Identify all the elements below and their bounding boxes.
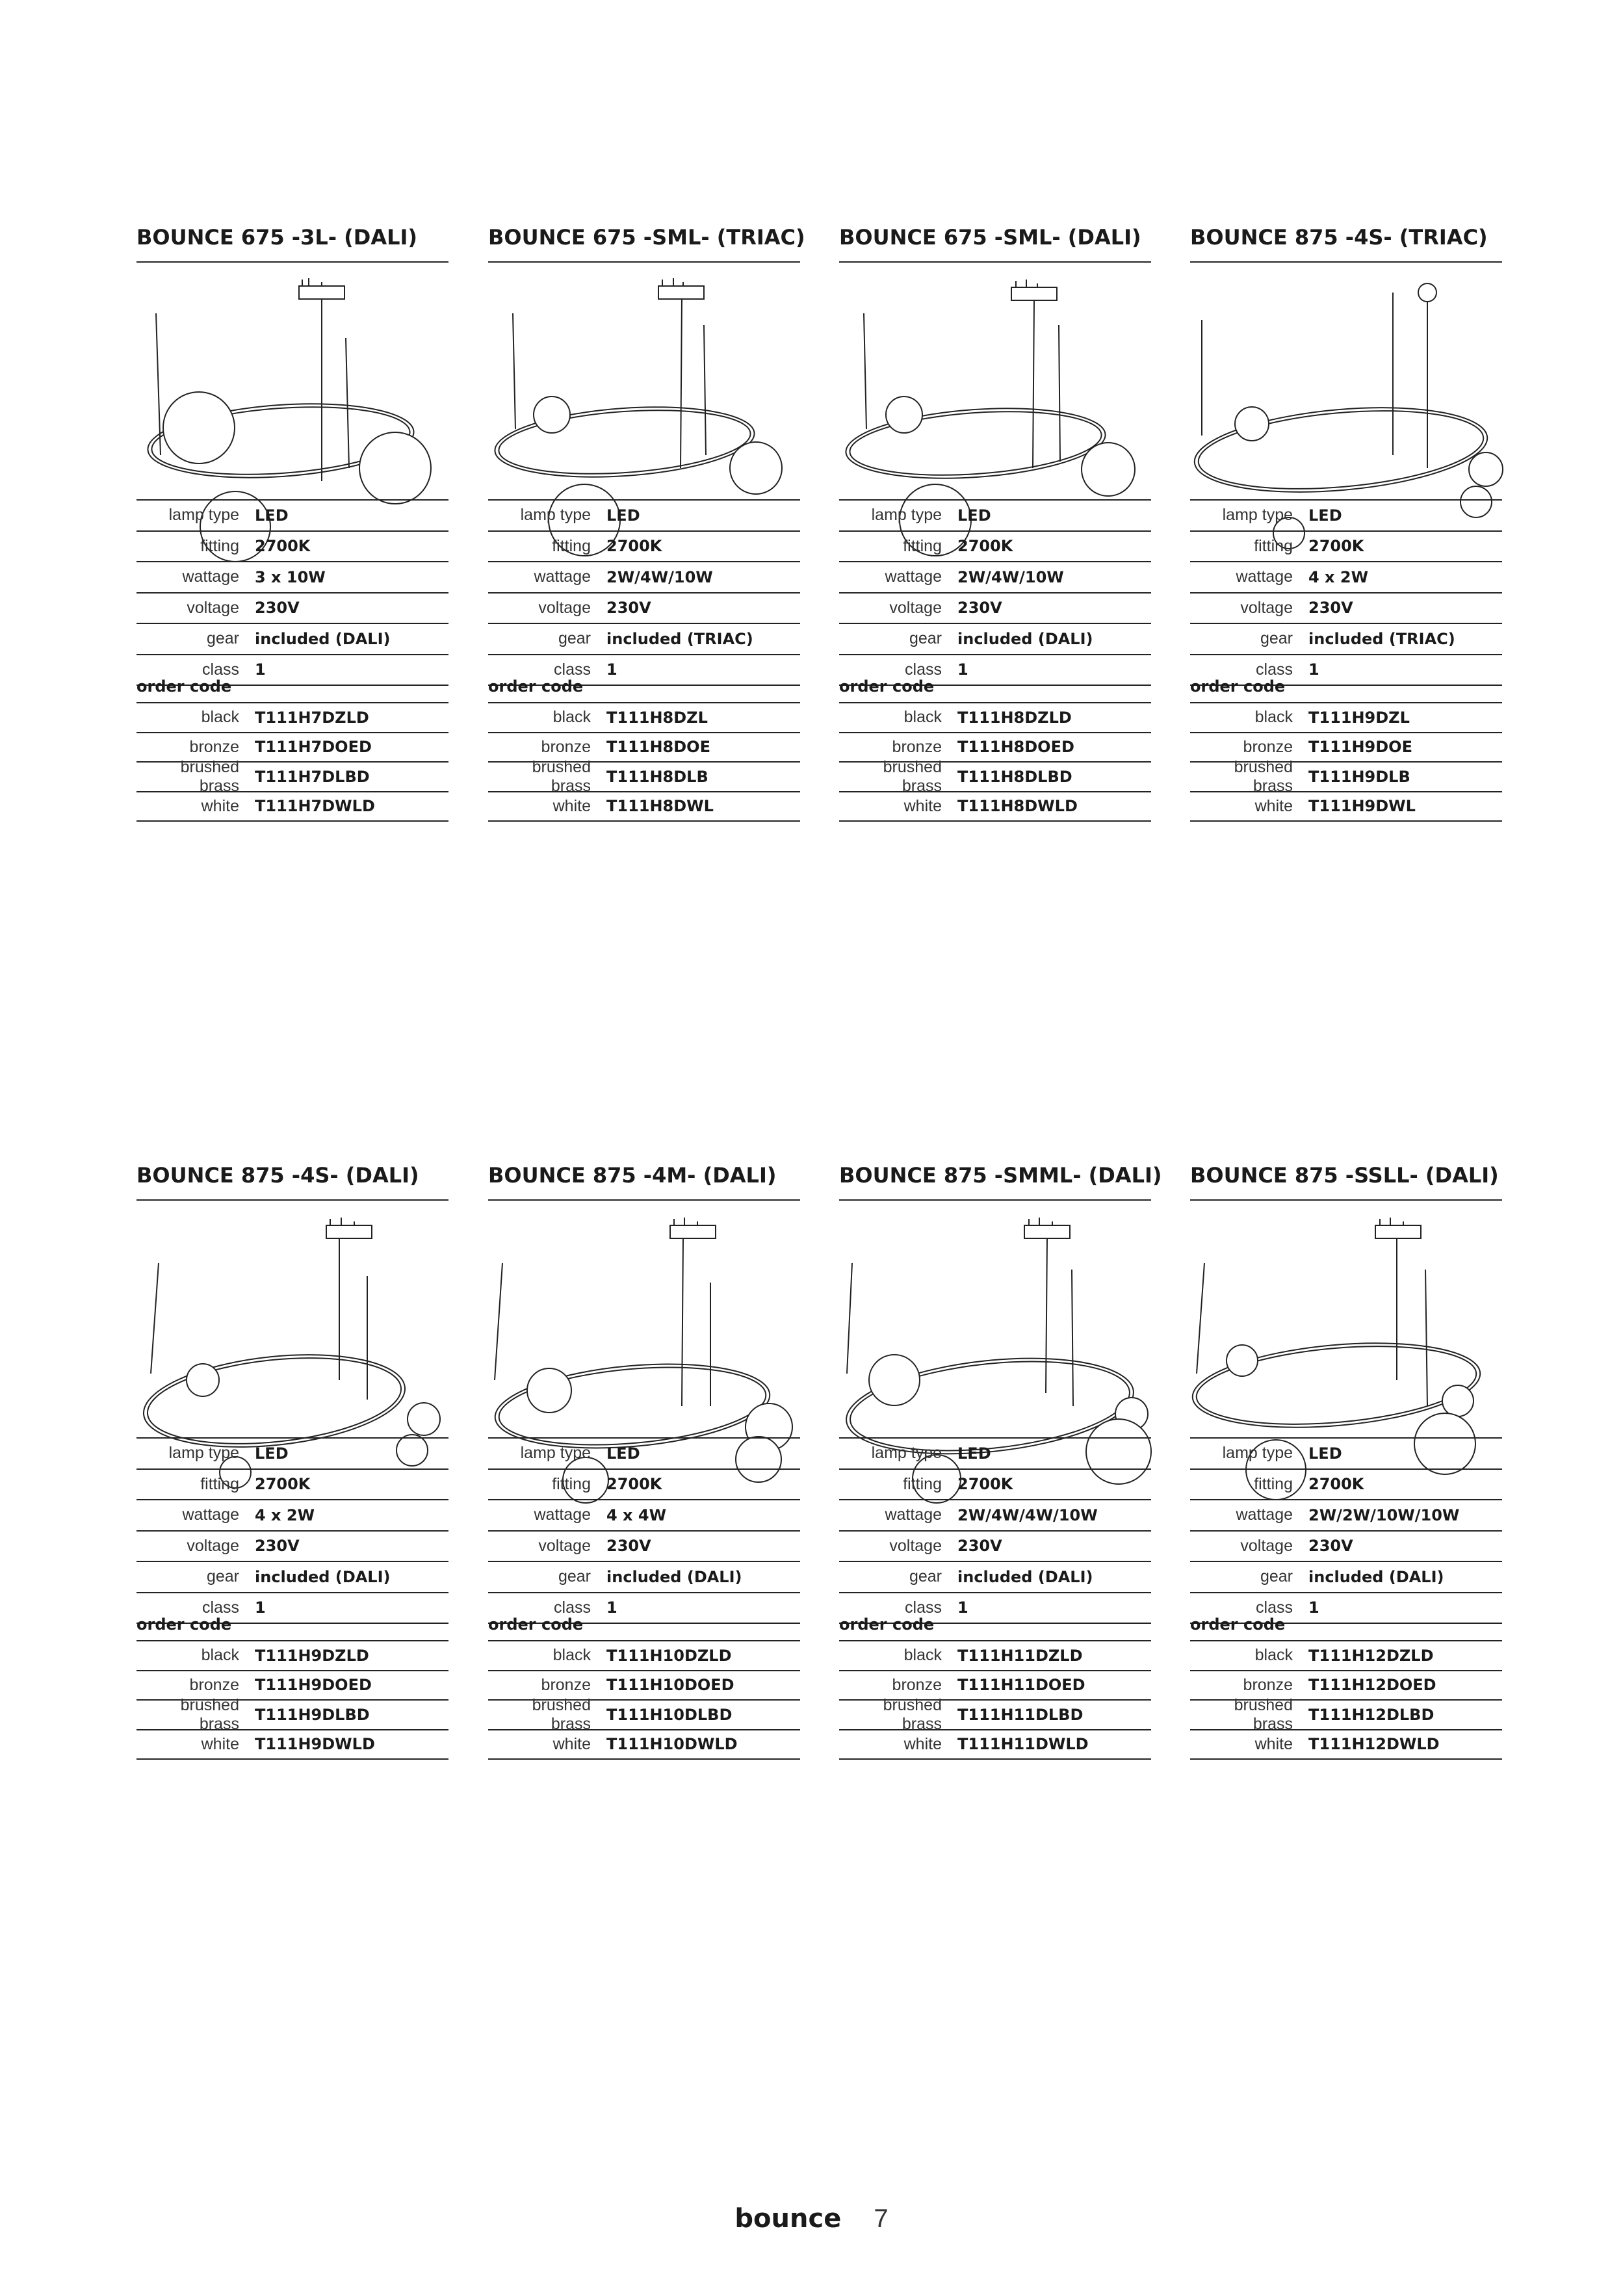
order-code-heading: order code xyxy=(839,1615,935,1634)
spec-row-wattage xyxy=(1190,562,1502,594)
order-row-white xyxy=(488,1730,800,1760)
finish-label: brushed brass xyxy=(883,757,942,795)
finish-label: bronze xyxy=(892,737,942,756)
finish-label: brushed brass xyxy=(883,1695,942,1733)
order-row-black xyxy=(488,1641,800,1671)
spec-label: wattage xyxy=(534,1506,591,1524)
spec-label: wattage xyxy=(182,1506,239,1524)
product-title: BOUNCE 875 -4M- (DALI) xyxy=(488,1159,800,1201)
order-code: T111H8DWLD xyxy=(957,797,1078,816)
spec-value: 2700K xyxy=(957,1475,1013,1494)
spec-label: class xyxy=(554,660,591,679)
spec-value: 1 xyxy=(606,1598,617,1617)
lamp-drawing xyxy=(1190,273,1502,495)
order-code: T111H9DWL xyxy=(1308,797,1416,816)
finish-label: brushed brass xyxy=(1234,1695,1293,1733)
spec-label: voltage xyxy=(187,1536,239,1555)
order-code: T111H7DWLD xyxy=(255,797,375,816)
spec-label: wattage xyxy=(182,567,239,586)
spec-row-gear xyxy=(1190,1562,1502,1593)
order-code: T111H12DOED xyxy=(1308,1676,1436,1695)
order-row-white xyxy=(136,792,448,822)
spec-label: voltage xyxy=(187,598,239,617)
footer-brand: bounce xyxy=(734,2204,842,2234)
spec-value: 2W/4W/10W xyxy=(606,567,713,586)
order-row-brushed-brass xyxy=(488,1695,800,1733)
product-title: BOUNCE 875 -SMML- (DALI) xyxy=(839,1159,1151,1201)
spec-row-fitting xyxy=(488,1470,800,1501)
order-row-brushed-brass xyxy=(1190,757,1502,795)
order-row-brushed-brass xyxy=(1190,1695,1502,1733)
spec-row-lamp-type xyxy=(136,501,448,532)
finish-label: bronze xyxy=(189,1675,239,1694)
spec-row-wattage xyxy=(136,1500,448,1532)
spec-row-wattage xyxy=(1190,1500,1502,1532)
spec-row-lamp-type xyxy=(1190,501,1502,532)
spec-value: 230V xyxy=(255,599,300,618)
order-row-white xyxy=(839,792,1151,822)
spec-label: fitting xyxy=(903,1474,942,1493)
finish-label: black xyxy=(552,708,591,727)
spec-value: included (DALI) xyxy=(957,629,1093,648)
spec-row-wattage xyxy=(839,1500,1151,1532)
spec-label: wattage xyxy=(885,1506,942,1524)
finish-label: black xyxy=(201,1646,239,1665)
spec-value: 3 x 10W xyxy=(255,567,326,586)
spec-row-lamp-type xyxy=(488,1439,800,1470)
order-row-black xyxy=(839,703,1151,733)
spec-value: included (TRIAC) xyxy=(606,629,753,648)
spec-label: fitting xyxy=(552,536,591,555)
order-row-black xyxy=(136,1641,448,1671)
spec-value: included (DALI) xyxy=(255,629,391,648)
product-title: BOUNCE 675 -SML- (TRIAC) xyxy=(488,221,800,263)
order-code-table xyxy=(1190,1640,1502,1760)
finish-label: bronze xyxy=(189,737,239,756)
spec-value: 1 xyxy=(1308,660,1319,679)
spec-row-voltage xyxy=(839,1532,1151,1563)
product-title: BOUNCE 675 -3L- (DALI) xyxy=(136,221,448,263)
finish-label: brushed brass xyxy=(180,1695,239,1733)
finish-label: black xyxy=(201,708,239,727)
spec-row-lamp-type xyxy=(488,501,800,532)
order-code-table xyxy=(136,1640,448,1760)
spec-table xyxy=(488,1437,800,1624)
spec-label: voltage xyxy=(1240,598,1293,617)
spec-label: lamp type xyxy=(520,1444,591,1463)
order-code: T111H9DOED xyxy=(255,1676,372,1695)
page-number: 7 xyxy=(874,2204,889,2233)
spec-value: 1 xyxy=(255,1598,266,1617)
order-row-white xyxy=(488,792,800,822)
spec-label: fitting xyxy=(1254,1474,1293,1493)
order-code: T111H11DLBD xyxy=(957,1705,1084,1724)
spec-label: gear xyxy=(206,629,239,648)
spec-value: 2W/2W/10W/10W xyxy=(1308,1506,1460,1524)
order-code-heading: order code xyxy=(1190,677,1286,696)
order-code: T111H10DWLD xyxy=(606,1735,738,1754)
order-code: T111H8DLBD xyxy=(957,767,1072,786)
product-title: BOUNCE 875 -SSLL- (DALI) xyxy=(1190,1159,1502,1201)
spec-table xyxy=(136,499,448,686)
spec-label: wattage xyxy=(1236,567,1293,586)
spec-label: voltage xyxy=(538,1536,591,1555)
spec-row-voltage xyxy=(839,594,1151,625)
product-card xyxy=(136,1159,448,1754)
spec-table xyxy=(488,499,800,686)
finish-label: brushed brass xyxy=(532,1695,591,1733)
finish-label: brushed brass xyxy=(532,757,591,795)
order-code-table xyxy=(488,1640,800,1760)
finish-label: white xyxy=(903,1734,942,1753)
lamp-illustration xyxy=(839,273,1151,495)
product-title: BOUNCE 875 -4S- (DALI) xyxy=(136,1159,448,1201)
spec-label: lamp type xyxy=(520,506,591,525)
order-code: T111H8DWL xyxy=(606,797,714,816)
finish-label: bronze xyxy=(1243,737,1293,756)
spec-value: 230V xyxy=(606,1537,651,1556)
spec-value: 2700K xyxy=(1308,537,1364,556)
lamp-illustration xyxy=(136,273,448,495)
spec-value: 1 xyxy=(255,660,266,679)
spec-row-fitting xyxy=(488,532,800,563)
spec-label: lamp type xyxy=(168,1444,239,1463)
finish-label: black xyxy=(903,1646,942,1665)
order-row-black xyxy=(839,1641,1151,1671)
spec-label: wattage xyxy=(1236,1506,1293,1524)
product-card xyxy=(839,221,1151,816)
spec-row-lamp-type xyxy=(839,501,1151,532)
spec-row-lamp-type xyxy=(839,1439,1151,1470)
spec-value: LED xyxy=(957,506,991,525)
lamp-illustration xyxy=(488,1211,800,1433)
order-row-black xyxy=(136,703,448,733)
spec-row-voltage xyxy=(136,1532,448,1563)
order-row-white xyxy=(1190,792,1502,822)
spec-value: 1 xyxy=(1308,1598,1319,1617)
spec-label: fitting xyxy=(1254,536,1293,555)
spec-label: gear xyxy=(909,629,942,648)
spec-label: lamp type xyxy=(1222,1444,1293,1463)
order-code: T111H11DOED xyxy=(957,1676,1085,1695)
product-card xyxy=(488,1159,800,1754)
lamp-drawing xyxy=(488,273,800,495)
lamp-illustration xyxy=(1190,273,1502,495)
spec-row-voltage xyxy=(488,1532,800,1563)
spec-value: included (TRIAC) xyxy=(1308,629,1455,648)
lamp-illustration xyxy=(488,273,800,495)
spec-label: lamp type xyxy=(1222,506,1293,525)
product-card xyxy=(488,221,805,816)
product-card xyxy=(839,1159,1162,1754)
spec-value: LED xyxy=(255,1444,289,1463)
finish-label: white xyxy=(552,796,591,815)
spec-row-gear xyxy=(839,624,1151,655)
product-card xyxy=(136,221,448,816)
finish-label: bronze xyxy=(541,737,591,756)
order-code: T111H11DZLD xyxy=(957,1646,1083,1665)
spec-row-gear xyxy=(839,1562,1151,1593)
spec-value: 230V xyxy=(255,1537,300,1556)
spec-row-lamp-type xyxy=(1190,1439,1502,1470)
spec-row-voltage xyxy=(488,594,800,625)
spec-label: lamp type xyxy=(871,506,942,525)
spec-row-gear xyxy=(136,1562,448,1593)
lamp-drawing xyxy=(1190,1211,1502,1433)
finish-label: black xyxy=(552,1646,591,1665)
spec-label: gear xyxy=(206,1567,239,1586)
order-code: T111H10DLBD xyxy=(606,1705,733,1724)
order-code-heading: order code xyxy=(839,677,935,696)
product-card xyxy=(1190,221,1502,816)
spec-row-voltage xyxy=(136,594,448,625)
order-code: T111H11DWLD xyxy=(957,1735,1089,1754)
spec-row-fitting xyxy=(839,1470,1151,1501)
spec-value: 2700K xyxy=(606,537,662,556)
spec-value: 4 x 2W xyxy=(1308,567,1369,586)
finish-label: bronze xyxy=(892,1675,942,1694)
lamp-drawing xyxy=(488,1211,800,1433)
spec-row-lamp-type xyxy=(136,1439,448,1470)
spec-value: 230V xyxy=(606,599,651,618)
spec-value: 230V xyxy=(957,599,1002,618)
spec-row-fitting xyxy=(136,532,448,563)
order-code-table xyxy=(839,1640,1151,1760)
order-code: T111H7DZLD xyxy=(255,708,369,727)
spec-row-gear xyxy=(488,624,800,655)
spec-value: LED xyxy=(606,506,640,525)
product-card xyxy=(1190,1159,1502,1754)
spec-label: lamp type xyxy=(168,506,239,525)
spec-label: gear xyxy=(558,1567,591,1586)
product-title: BOUNCE 675 -SML- (DALI) xyxy=(839,221,1151,263)
order-code-heading: order code xyxy=(488,1615,584,1634)
spec-row-gear xyxy=(488,1562,800,1593)
finish-label: brushed brass xyxy=(1234,757,1293,795)
order-code-table xyxy=(1190,702,1502,822)
spec-value: 2700K xyxy=(606,1475,662,1494)
spec-row-wattage xyxy=(488,562,800,594)
spec-value: 4 x 2W xyxy=(255,1506,315,1524)
order-code: T111H9DLBD xyxy=(255,1705,370,1724)
spec-row-wattage xyxy=(136,562,448,594)
spec-table xyxy=(1190,499,1502,686)
spec-label: voltage xyxy=(538,598,591,617)
order-row-white xyxy=(1190,1730,1502,1760)
finish-label: white xyxy=(201,796,239,815)
spec-label: class xyxy=(554,1598,591,1617)
spec-value: 2700K xyxy=(957,537,1013,556)
spec-value: LED xyxy=(1308,506,1342,525)
spec-label: class xyxy=(905,660,942,679)
spec-label: fitting xyxy=(903,536,942,555)
spec-row-fitting xyxy=(1190,532,1502,563)
spec-value: 230V xyxy=(1308,1537,1353,1556)
order-code: T111H8DLB xyxy=(606,767,708,786)
spec-label: voltage xyxy=(1240,1536,1293,1555)
order-row-brushed-brass xyxy=(488,757,800,795)
order-code: T111H12DLBD xyxy=(1308,1705,1435,1724)
spec-label: gear xyxy=(909,1567,942,1586)
order-code: T111H12DWLD xyxy=(1308,1735,1440,1754)
order-code: T111H9DOE xyxy=(1308,738,1412,757)
order-code: T111H7DLBD xyxy=(255,767,370,786)
lamp-illustration xyxy=(839,1211,1151,1433)
spec-label: gear xyxy=(1260,629,1293,648)
spec-value: 2700K xyxy=(1308,1475,1364,1494)
order-code: T111H10DOED xyxy=(606,1676,734,1695)
spec-value: LED xyxy=(255,506,289,525)
finish-label: black xyxy=(1254,1646,1293,1665)
order-row-black xyxy=(1190,1641,1502,1671)
lamp-illustration xyxy=(136,1211,448,1433)
spec-value: 230V xyxy=(957,1537,1002,1556)
order-code: T111H9DZLD xyxy=(255,1646,369,1665)
finish-label: black xyxy=(1254,708,1293,727)
spec-value: LED xyxy=(957,1444,991,1463)
finish-label: white xyxy=(1254,796,1293,815)
order-row-black xyxy=(1190,703,1502,733)
order-row-brushed-brass xyxy=(839,757,1151,795)
finish-label: white xyxy=(201,1734,239,1753)
order-code: T111H8DZL xyxy=(606,708,708,727)
order-row-white xyxy=(136,1730,448,1760)
spec-label: fitting xyxy=(200,536,239,555)
spec-value: 1 xyxy=(957,1598,968,1617)
spec-value: 2W/4W/10W xyxy=(957,567,1064,586)
spec-label: class xyxy=(202,1598,239,1617)
spec-table xyxy=(1190,1437,1502,1624)
spec-label: class xyxy=(1256,660,1293,679)
order-code-heading: order code xyxy=(136,677,232,696)
spec-row-fitting xyxy=(839,532,1151,563)
finish-label: bronze xyxy=(1243,1675,1293,1694)
order-row-brushed-brass xyxy=(136,1695,448,1733)
lamp-drawing xyxy=(136,1211,448,1433)
page-footer xyxy=(0,2204,1623,2234)
spec-label: voltage xyxy=(889,1536,942,1555)
order-code-table xyxy=(136,702,448,822)
spec-label: wattage xyxy=(534,567,591,586)
spec-label: class xyxy=(1256,1598,1293,1617)
spec-row-voltage xyxy=(1190,1532,1502,1563)
spec-label: voltage xyxy=(889,598,942,617)
spec-value: 1 xyxy=(606,660,617,679)
spec-value: included (DALI) xyxy=(957,1567,1093,1586)
order-code-heading: order code xyxy=(488,677,584,696)
finish-label: white xyxy=(1254,1734,1293,1753)
order-code-heading: order code xyxy=(136,1615,232,1634)
spec-row-wattage xyxy=(839,562,1151,594)
spec-value: 4 x 4W xyxy=(606,1506,667,1524)
order-code: T111H8DOED xyxy=(957,738,1074,757)
order-code: T111H12DZLD xyxy=(1308,1646,1434,1665)
spec-value: 1 xyxy=(957,660,968,679)
order-code: T111H10DZLD xyxy=(606,1646,732,1665)
spec-row-fitting xyxy=(136,1470,448,1501)
spec-label: class xyxy=(202,660,239,679)
order-row-black xyxy=(488,703,800,733)
lamp-drawing xyxy=(839,273,1151,495)
spec-label: class xyxy=(905,1598,942,1617)
spec-value: 2W/4W/4W/10W xyxy=(957,1506,1098,1524)
finish-label: brushed brass xyxy=(180,757,239,795)
order-code-table xyxy=(488,702,800,822)
spec-row-gear xyxy=(136,624,448,655)
order-code: T111H8DZLD xyxy=(957,708,1072,727)
lamp-drawing xyxy=(839,1211,1151,1433)
order-row-white xyxy=(839,1730,1151,1760)
spec-table xyxy=(839,499,1151,686)
spec-row-gear xyxy=(1190,624,1502,655)
spec-value: included (DALI) xyxy=(606,1567,742,1586)
spec-row-fitting xyxy=(1190,1470,1502,1501)
finish-label: black xyxy=(903,708,942,727)
spec-label: fitting xyxy=(552,1474,591,1493)
order-code: T111H9DLB xyxy=(1308,767,1410,786)
order-code: T111H9DWLD xyxy=(255,1735,375,1754)
spec-value: LED xyxy=(1308,1444,1342,1463)
spec-value: included (DALI) xyxy=(255,1567,391,1586)
spec-value: included (DALI) xyxy=(1308,1567,1444,1586)
spec-table xyxy=(136,1437,448,1624)
order-row-brushed-brass xyxy=(839,1695,1151,1733)
finish-label: white xyxy=(903,796,942,815)
order-code: T111H8DOE xyxy=(606,738,710,757)
finish-label: bronze xyxy=(541,1675,591,1694)
spec-value: 2700K xyxy=(255,1475,311,1494)
spec-row-voltage xyxy=(1190,594,1502,625)
spec-label: gear xyxy=(1260,1567,1293,1586)
spec-value: 230V xyxy=(1308,599,1353,618)
order-code-table xyxy=(839,702,1151,822)
order-code-heading: order code xyxy=(1190,1615,1286,1634)
spec-label: wattage xyxy=(885,567,942,586)
spec-label: lamp type xyxy=(871,1444,942,1463)
product-title: BOUNCE 875 -4S- (TRIAC) xyxy=(1190,221,1502,263)
lamp-drawing xyxy=(136,273,448,495)
spec-table xyxy=(839,1437,1151,1624)
lamp-illustration xyxy=(1190,1211,1502,1433)
spec-label: gear xyxy=(558,629,591,648)
order-row-brushed-brass xyxy=(136,757,448,795)
spec-row-wattage xyxy=(488,1500,800,1532)
spec-value: LED xyxy=(606,1444,640,1463)
order-code: T111H9DZL xyxy=(1308,708,1410,727)
finish-label: white xyxy=(552,1734,591,1753)
spec-value: 2700K xyxy=(255,537,311,556)
order-code: T111H7DOED xyxy=(255,738,372,757)
spec-label: fitting xyxy=(200,1474,239,1493)
